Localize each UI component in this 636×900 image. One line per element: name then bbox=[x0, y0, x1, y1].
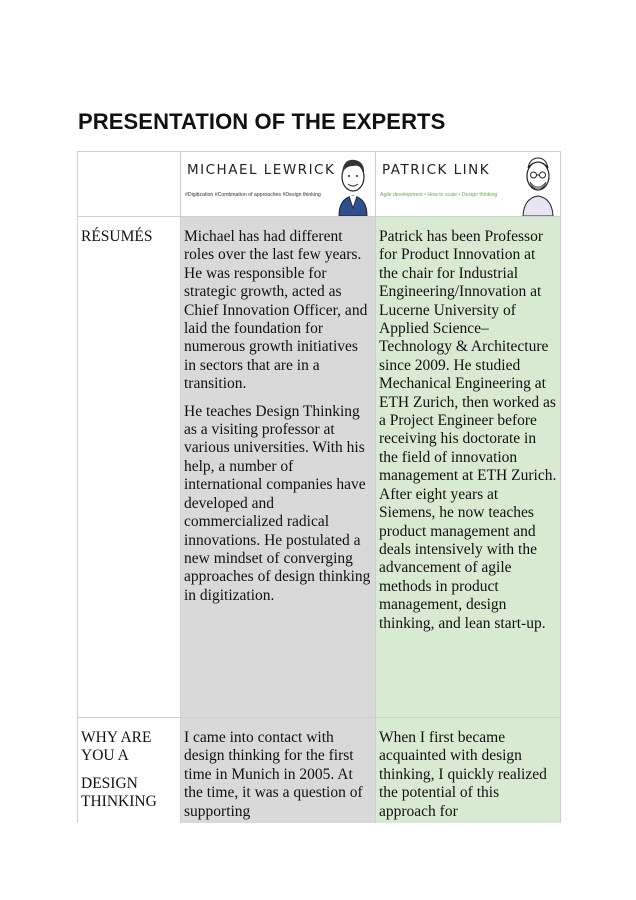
patrick-cell bbox=[376, 217, 561, 718]
michael-cell bbox=[181, 718, 376, 824]
patrick-cell bbox=[376, 718, 561, 824]
header-patrick bbox=[376, 152, 561, 217]
row-label: RÉSUMÉS bbox=[81, 228, 153, 245]
patrick-paragraph: Patrick has been Professor for Product Innovation at the chair for Industrial Engineering/Innovation at Lucerne University of Applied Science– Technology & Architecture since 2009. He studied Mechanical Engineering at ETH Zurich, then worked as a Project Engineer before receiving his doctorate in the field of innovation management at ETH Zurich. After eight years at Siemens, he now teaches product management and deals intensively with the advancement of agile methods in product management, design thinking, and lean start-up. bbox=[379, 228, 557, 632]
patrick-paragraph: When I first became acquainted with design thinking, I quickly realized the potential of this approach for bbox=[379, 729, 547, 820]
header-empty-cell bbox=[78, 152, 181, 217]
michael-portrait bbox=[333, 152, 373, 216]
header-row bbox=[78, 152, 561, 217]
header-michael bbox=[181, 152, 376, 217]
row-label: DESIGN THINKING bbox=[81, 774, 157, 811]
row-label-cell bbox=[78, 217, 181, 718]
michael-cell bbox=[181, 217, 376, 718]
page-title: PRESENTATION OF THE EXPERTS bbox=[78, 109, 446, 134]
patrick-portrait bbox=[518, 152, 558, 216]
row-label-cell bbox=[78, 718, 181, 824]
patrick-name: PATRICK LINK bbox=[382, 162, 491, 178]
row-label: WHY ARE YOU A bbox=[81, 729, 152, 765]
michael-name: MICHAEL LEWRICK bbox=[187, 162, 336, 178]
michael-tags: #Digitization #Combination of approaches #Design thinking bbox=[185, 192, 321, 198]
experts-table bbox=[77, 151, 560, 823]
table-row bbox=[78, 217, 561, 718]
table-row bbox=[78, 718, 561, 824]
michael-paragraph: I came into contact with design thinking for the first time in Munich in 2005. At the time, it was a question of supporting bbox=[184, 729, 363, 820]
michael-paragraph: Michael has had different roles over the last few years. He was responsible for strategic growth, acted as Chief Innovation Officer, and laid the foundation for numerous growth initiatives in sectors that are in a transition. bbox=[184, 228, 368, 393]
michael-paragraph: He teaches Design Thinking as a visiting professor at various universities. With his help, a number of international companies have developed and commercialized radical innovations. He postulated a new mindset of converging approaches of design thinking in digitization. bbox=[184, 402, 371, 604]
patrick-tags: Agile development • How to scale • Design thinking bbox=[380, 192, 498, 198]
